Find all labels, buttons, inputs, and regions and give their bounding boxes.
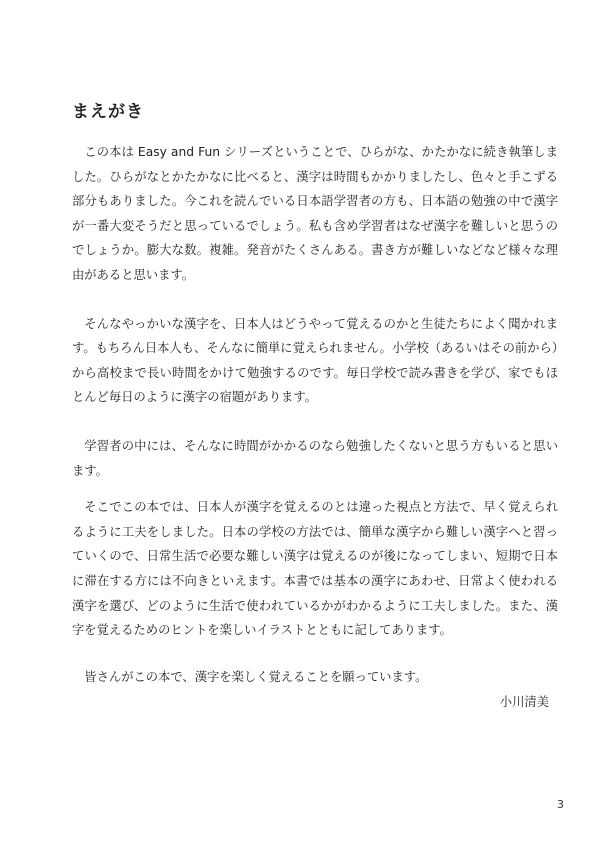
paragraph-gap — [72, 288, 558, 312]
page-title: まえがき — [72, 102, 144, 122]
paragraph-how-japanese-learn: そんなやっかいな漢字を、日本人はどうやって覚えるのかと生徒たちによく聞かれます。もちろん日本人も、そんなに簡単に覚えられません。小学校（あるいはその前から）から高校まで長い時間をかけて勉強するのです。毎日学校で読み書きを学び、家でもほとんど毎日のように漢字の宿題があります。 — [72, 316, 558, 405]
preface-body — [72, 140, 558, 689]
paragraph-gap — [72, 410, 558, 434]
page-number: 3 — [557, 798, 564, 811]
author-name: 小川清美 — [499, 695, 549, 709]
paragraph-intro: この本は Easy and Fun シリーズということで、ひらがな、かたかなに続き執筆しました。ひらがなとかたかなに比べると、漢字は時間もかかりましたし、色々と手こずる部分もありました。今これを読んでいる日本語学習者の方も、日本語の勉強の中で漢字が一番大変そうだと思っているでしょう。私も含め学習者はなぜ漢字を難しいと思うのでしょうか。膨大な数。複雑。発音がたくさんある。書き方が難しいなどなど様々な理由があると思います。 — [72, 145, 558, 282]
paragraph-closing: 皆さんがこの本で、漢字を楽しく覚えることを願っています。 — [84, 669, 428, 684]
paragraph-approach: そこでこの本では、日本人が漢字を覚えるのとは違った視点と方法で、早く覚えられるように工夫をしました。日本の学校の方法では、簡単な漢字から難しい漢字へと習っていくので、日常生活で必要な難しい漢字は覚えるのが後になってしまい、短期で日本に滞在する方には不向きといえます。本書では基本の漢字にあわせ、日常よく使われる漢字を選び、どのように生活で使われているかがわかるように工夫しました。また、漢字を覚えるためのヒントを楽しいイラストとともに記してあります。 — [72, 500, 558, 638]
paragraph-learners: 学習者の中には、そんなに時間がかかるのなら勉強したくないと思う方もいると思います。 — [72, 438, 558, 478]
